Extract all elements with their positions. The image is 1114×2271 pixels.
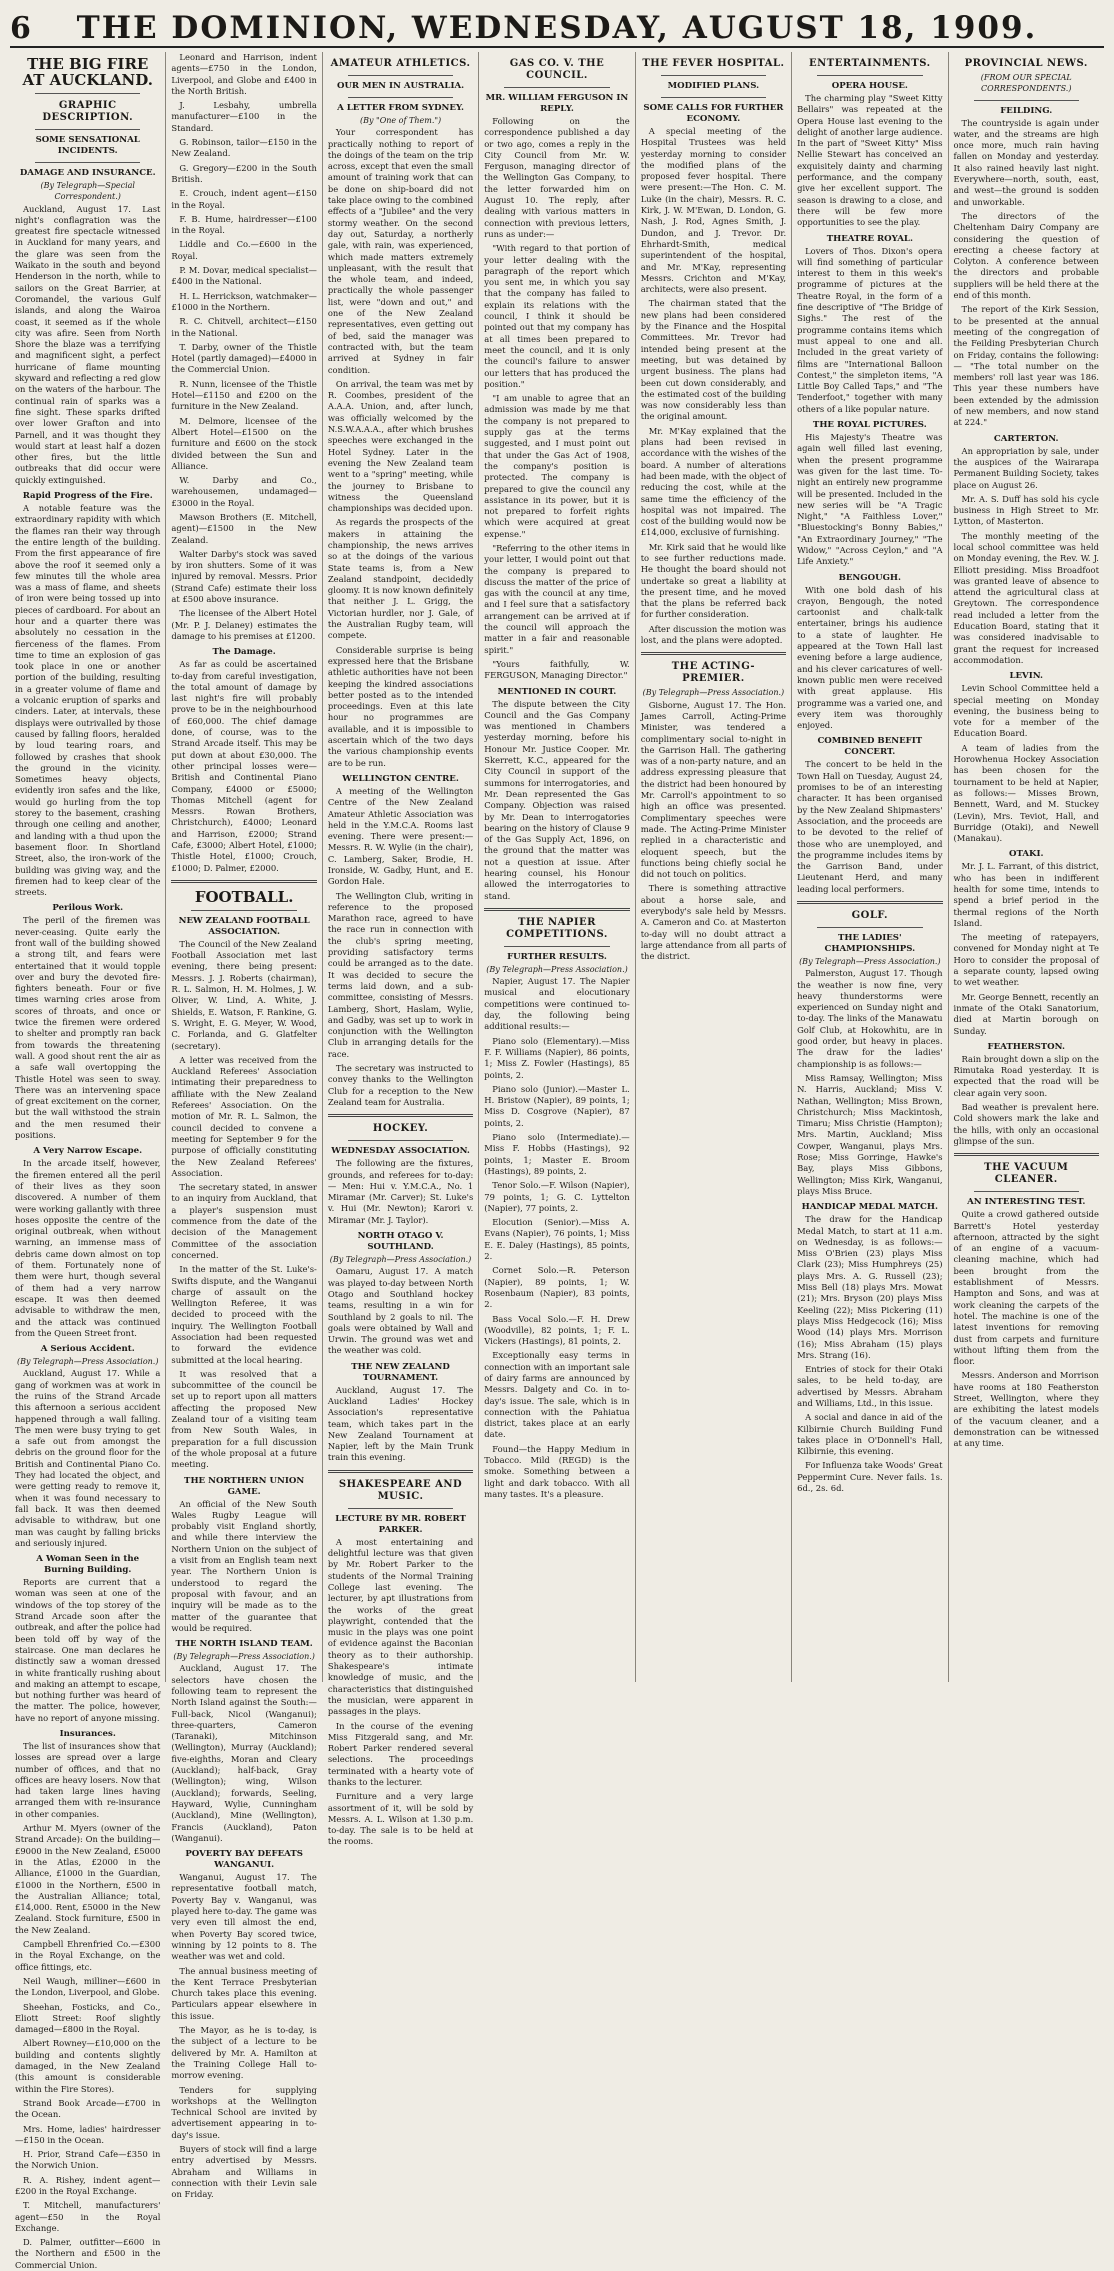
article-paragraph: Lovers of Thos. Dixon's opera will find something of particular interest to them in this week's programme of pictures at the Theatre Royal, in the form of a fine descriptive of "The Bridge of Sighs." The rest of the programme contains items which must appeal to one and all. Included in the great variety of films are "International Balloon Contest," the simpleton items, "A Little Boy Called Taps," and "The Tenderfoot," together with many others of a like popular nature. — [797, 245, 943, 414]
subheading: OTAKI. — [1008, 849, 1044, 860]
byline: (FROM OUR SPECIAL CORRESPONDENTS.) — [980, 73, 1072, 94]
subheading: WEDNESDAY ASSOCIATION. — [331, 1146, 470, 1157]
article-paragraph: A team of ladies from the Horowhenua Hockey Association has been chosen for the tournament to be held at Napier, as follows:— Misses Brown, Bennett, Ward, and M. Stuckey (Levin), Mrs. Teviot, Hall, and Burridge (Otaki), and Newell (Manakau). — [953, 742, 1099, 844]
article-paragraph: The Wellington Club, writing in reference to the proposed Marathon race, agreed to have the race run in connection with the club's spring meeting, providing satisfactory terms could be arranged as to the date. It was decided to secure the terms laid down, and a sub-committee, consisting of Messrs. Lamberg, Short, Haslam, Wylie, and Gadby, was set up to work in conjunction with the Wellington Club in arranging details for the race. — [327, 890, 474, 1059]
article-paragraph: The secretary was instructed to convey thanks to the Wellington Club for a reception to the New Zealand team for Australia. — [327, 1063, 474, 1107]
divider-rule — [661, 75, 766, 76]
article-paragraph: The report of the Kirk Session, to be presented at the annual meeting of the congregation of the Feilding Presbyterian Church on Friday, contains the following:— "The total number on the members' roll last year was 186. This year these numbers have been extended by the admission of new members, and now stand at 224." — [953, 304, 1099, 428]
article-paragraph: It was resolved that a subcommittee of the council be set up to report upon all matters affecting the proposed New Zealand tour of a visiting team from New South Wales, in preparation for a full discussion of the whole proposal at a future meeting. — [171, 1368, 317, 1470]
article-paragraph: In the course of the evening Miss Fitzgerald sang, and Mr. Robert Parker rendered several selections. The proceedings terminated with a hearty vote of thanks to the lecturer. — [327, 1720, 474, 1787]
byline: (By Telegraph—Press Association.) — [329, 1255, 472, 1265]
subheading: Perilous Work. — [52, 903, 124, 914]
article-paragraph: Arthur M. Myers (owner of the Strand Arcade): On the building—£9000 in the New Zealand, £5000 in the Atlas, £2000 in the Alliance, £1000 in the Guardian, £1000 in the Northern, £500 in the Australian Alliance; total, £14,000. Rent, £5000 in the New Zealand. Stock furniture, £500 in the New Zealand. — [15, 1823, 161, 1935]
section-heading: ENTERTAINMENTS. — [809, 58, 931, 69]
article-paragraph: H. L. Herrickson, watchmaker—£1000 in the Northern. — [171, 290, 317, 312]
divider-rule — [348, 1508, 453, 1509]
article-paragraph: A special meeting of the Hospital Trustees was held yesterday morning to consider the modified plans of the proposed fever hospital. There were present:—The Hon. C. M. Luke (in the chair), Messrs. R. C. Kirk, J. W. M'Ewan, D. London, G. Nash, J. Rod, Agnes Smith, J. Dundon, and J. Trevor. Dr. Ehrhardt-Smith, medical superintendent of the hospital, and Mr. M'Kay, representing Messrs. Crichton and M'Kay, architects, were also present. — [640, 126, 787, 295]
article-paragraph: Mr. A. S. Duff has sold his cycle business in High Street to Mr. Lytton, of Masterton. — [953, 493, 1099, 527]
article-paragraph: Tenders for supplying workshops at the Wellington Technical School are invited by advertisement appearing in to-day's issue. — [171, 2084, 317, 2140]
subheading: A Very Narrow Escape. — [33, 1146, 143, 1157]
article-paragraph: Sheehan, Fosticks, and Co., Eliott Street: Roof slightly damaged—£800 in the Royal. — [15, 2001, 161, 2035]
article-paragraph: G. Gregory—£200 in the South British. — [171, 162, 317, 184]
article-paragraph: The charming play "Sweet Kitty Bellairs" was repeated at the Opera House last evening to the delight of another large audience. In the part of "Sweet Kitty" Miss Nellie Stewart has conceived an exquisitely dainty and charming performance, and the company give her excellent support. The season is drawing to a close, and there will be few more opportunities to see the play. — [797, 93, 943, 228]
divider-rule — [504, 946, 609, 947]
article-paragraph: Piano solo (Elementary).—Miss F. F. Williams (Napier), 86 points, 1; Miss Z. Fowler (Hastings), 85 points, 2. — [484, 1035, 630, 1080]
article-paragraph: Auckland, August 17. Last night's conflagration was the greatest fire spectacle witnessed in Auckland for many years, and the glare was seen from the Waikato in the south and beyond Henderson in the north, while to sailors on the Great Barrier, at Coromandel, the various Gulf islands, and along the Wairoa coast, it seemed as if the whole city was afire. Seen from North Shore the blaze was a terrifying and magnificent sight, a perfect hurricane of flame mounting skyward and reflecting a red glow on the waters of the harbour. The continual rain of sparks was a fine sight. These sparks drifted over lower Grafton and into Parnell, and it was thought they would start at least half a dozen other fires, but the little outbreaks that did occur were quickly extinguished. — [15, 203, 161, 485]
subheading: The Damage. — [212, 647, 276, 658]
news-column-3 — [323, 52, 479, 1847]
divider-rule — [35, 162, 140, 163]
article-paragraph: Mr. George Bennett, recently an inmate of the Otaki Sanatorium, died at Martin borough on Sunday. — [953, 991, 1099, 1036]
newspaper-title: THE DOMINION, WEDNESDAY, AUGUST 18, 1909. — [76, 10, 1038, 46]
subheading: POVERTY BAY DEFEATS WANGANUI. — [185, 1849, 303, 1871]
subheading: AN INTERESTING TEST. — [967, 1197, 1086, 1208]
article-paragraph: The chairman stated that the new plans had been considered by the Finance and the Hospital Committees. Mr. Trevor had intended being present at the meeting, but was detained by urgent business. The plans had been cut down considerably, and the estimated cost of the building was now considerably less than the original amount. — [640, 298, 787, 422]
subheading: BENGOUGH. — [838, 572, 902, 583]
article-paragraph: For Influenza take Woods' Great Peppermint Cure. Never fails. 1s. 6d., 2s. 6d. — [797, 1460, 943, 1494]
article-paragraph: A letter was received from the Auckland Referees' Association intimating their preparedness to affiliate with the New Zealand Referees' Association. On the motion of Mr. R. L. Salmon, the council decided to convene a meeting for September 9 for the purpose of officially constituting the New Zealand Referees' Association. — [171, 1054, 317, 1178]
page-number: 6 — [10, 11, 31, 46]
article-paragraph: "Referring to the other items in your letter, I would point out that the company is prepared to discuss the matter of the price of gas with the council at any time, and I feel sure that a satisfactory arrangement can be arrived at if the council will approach the matter in a fair and reasonable spirit." — [484, 542, 630, 655]
article-paragraph: A notable feature was the extraordinary rapidity with which the flames ran their way through the entire length of the building. From the first appearance of fire above the roof it seemed only a few minutes till the whole area was a mass of flame, and sheets of iron were being tossed up into pieces of cardboard. For about an hour and a quarter there was absolutely no cessation in the fierceness of the flames. From time to time an explosion of gas took place in one or another portion of the building, resulting in a greater volume of flame and a volcanic eruption of sparks and cinders. Later, at intervals, these displays were outrivalled by those caused by falling floors, heralded by loud tearing roars, and followed by crashes that shook the ground in the vicinity. Sometimes heavy objects, evidently iron safes and the like, would go hurling from the top storey to the basement, crashing through one ceiling and another, and landing with a thud upon the basement floor. In Shortland Street, also, the iron-work of the building was giving way, and the firemen had to keep clear of the streets. — [15, 503, 161, 898]
article-paragraph: "With regard to that portion of your letter dealing with the paragraph of the report which you sent me, in which you say that the company has failed to explain its relations with the council, I think it should be pointed out that my company has at all times been prepared to meet the council, and it is only the council's failure to answer our letters that has produced the position." — [484, 243, 630, 389]
article-paragraph: Mawson Brothers (E. Mitchell, agent)—£1500 in the New Zealand. — [171, 511, 317, 545]
section-heading: GAS CO. V. THE COUNCIL. — [509, 58, 605, 81]
subheading: MENTIONED IN COURT. — [497, 686, 617, 697]
section-heading: AMATEUR ATHLETICS. — [330, 58, 471, 69]
subheading: THE NORTHERN UNION GAME. — [184, 1475, 305, 1497]
article-paragraph: His Majesty's Theatre was again well filled last evening, when the present programme was given for the last time. To-night an entirely new programme will be presented. Included in the new series will be "A Tragic Night," "A Faithless Lover," "Bluestocking's Bonny Babies," "An Extraordinary Journey," "The Widow," "Across Ceylon," and "A Life Anxiety." — [797, 432, 943, 567]
section-heading: THE ACTING-PREMIER. — [671, 661, 756, 685]
subheading: THE NORTH ISLAND TEAM. — [175, 1639, 313, 1650]
subheading: A Woman Seen in the Burning Building. — [36, 1554, 140, 1576]
divider-rule — [974, 100, 1079, 101]
article-paragraph: Exceptionally easy terms in connection with an important sale of dairy farms are announced by Messrs. Dalgety and Co. in to-day's issue. The sale, which is in connection with the Pahiatua district, takes place at an early date. — [484, 1350, 630, 1440]
subheading: LECTURE BY MR. ROBERT PARKER. — [335, 1513, 466, 1535]
article-paragraph: T. Darby, owner of the Thistle Hotel (partly damaged)—£4000 in the Commercial Union. — [171, 341, 317, 375]
article-paragraph: In the matter of the St. Luke's-Swifts dispute, and the Wanganui charge of assault on the Wellington Referee, it was decided to proceed with the inquiry. The Wellington Football Association had been requested to forward the evidence submitted at the local hearing. — [171, 1264, 317, 1365]
section-divider — [797, 901, 942, 904]
article-paragraph: G. Robinson, tailor—£150 in the New Zealand. — [171, 137, 317, 159]
subheading: LEVIN. — [1009, 671, 1044, 682]
article-paragraph: Reports are current that a woman was seen at one of the windows of the top storey of the Strand Arcade soon after the outbreak, and after the police had been told off by way of the staircase. One man declares he distinctly saw a woman dressed in white frantically rushing about and making an attempt to escape, but nothing further was heard of the matter. The police, however, have no report of anyone missing. — [15, 1577, 161, 1723]
article-paragraph: The Council of the New Zealand Football Association met last evening, there being present: Messrs. J. J. Roberts (chairman), R. L. Salmon, H. M. Holmes, J. W. Oliver, W. Lind, A. White, J. Shields, E. Watson, F. Rankine, G. S. Wright, E. G. Meyer, W. Wood, C. Forlanda, and G. Glatfelter (secretary). — [171, 938, 317, 1051]
article-paragraph: Elocution (Senior).—Miss A. Evans (Napier), 76 points, 1; Miss E. E. Daley (Hastings), 85 points, 2. — [484, 1217, 630, 1262]
article-paragraph: The licensee of the Albert Hotel (Mr. P. J. Delaney) estimates the damage to his premises at £1200. — [171, 608, 317, 641]
byline: (By Telegraph—Press Association.) — [173, 1652, 315, 1662]
subheading: FEATHERSTON. — [987, 1041, 1065, 1052]
divider-rule — [817, 927, 922, 928]
article-paragraph: Piano solo (Junior).—Master L. H. Bristow (Napier), 89 points, 1; Miss D. Cosgrove (Napier), 87 points, 2. — [484, 1083, 630, 1128]
article-paragraph: A most entertaining and delightful lecture was that given by Mr. Robert Parker to the students of the Normal Training College last evening. The lecturer, by apt illustrations from the works of the great playwright, contended that the music in the plays was one point of evidence against the Baconian theory as to their authorship. Shakespeare's intimate knowledge of music, and the characteristics that distinguished the musician, were apparent in passages in the plays. — [327, 1536, 474, 1717]
subheading: SOME SENSATIONAL INCIDENTS. — [35, 135, 140, 156]
article-paragraph: Your correspondent has practically nothing to report of the doings of the team on the trip across, except that even the small amount of training work that can be done on ship-board did not take place owing to the combined effects of a "Jubilee" and the very stormy weather. On the second day out, Saturday, a northerly gale, with rain, was experienced, which made matters extremely unpleasant, with the result that the whole team, and indeed, practically the whole passenger list, were "down and out," and one of the New Zealand representatives, even getting out of bed, said the manager was contracted with, but the team arrived at Sydney in fair condition. — [327, 127, 474, 375]
article-paragraph: The annual business meeting of the Kent Terrace Presbyterian Church takes place this evening. Particulars appear elsewhere in this issue. — [171, 1965, 317, 2021]
article-paragraph: An official of the New South Wales Rugby League will probably visit England shortly, and while there interview the Northern Union on the subject of a visit from an English team next year. The Northern Union is understood to regard the proposal with favour, and an inquiry will be made as to the matter of the guarantee that would be required. — [171, 1498, 317, 1633]
article-paragraph: The directors of the Cheltenham Dairy Company are considering the question of erecting a cheese factory at Colyton. A conference between the directors and probable suppliers will be held there at the end of this month. — [953, 210, 1099, 301]
article-paragraph: Campbell Ehrenfried Co.—£300 in the Royal Exchange, on the office fittings, etc. — [15, 1939, 161, 1972]
article-paragraph: The concert to be held in the Town Hall on Tuesday, August 24, promises to be of an interesting character. It has been organised by the New Zealand Shipmasters' Association, and the proceeds are to be devoted to the relief of those who are unemployed, and the programme includes items by the Garrison Band, under Lieutenant Herd, and many leading local performers. — [797, 759, 943, 894]
article-paragraph: Quite a crowd gathered outside Barrett's Hotel yesterday afternoon, attracted by the sight of an engine of a vacuum-cleaning machine, which had been brought from the establishment of Messrs. Hampton and Sons, and was at work cleaning the carpets of the hotel. The machine is one of the latest inventions for removing dust from carpets and furniture without lifting them from the floor. — [953, 1209, 1099, 1367]
article-paragraph: P. M. Dovar, medical specialist—£400 in the National. — [171, 265, 317, 287]
article-paragraph: Messrs. Anderson and Morrison have rooms at 180 Featherston Street, Wellington, where they are exhibiting the latest models of the vacuum cleaner, and a demonstration can be witnessed at any time. — [953, 1370, 1099, 1449]
headline: FOOTBALL. — [194, 887, 294, 906]
divider-rule — [661, 97, 766, 98]
byline: (By Telegraph—Press Association.) — [799, 957, 941, 966]
subheading: NORTH OTAGO V. SOUTHLAND. — [357, 1231, 444, 1253]
article-paragraph: With one bold dash of his crayon, Bengough, the noted cartoonist and chalk-talk entertainer, brings his audience to a state of laughter. He appeared at the Town Hall last evening before a large audience, and his clever caricatures of well-known public men were received with great applause. His programme was a varied one, and every item was thoroughly enjoyed. — [797, 584, 943, 731]
article-paragraph: J. Lesbahy, umbrella manufacturer—£100 in the Standard. — [171, 100, 317, 133]
article-paragraph: Wanganui, August 17. The representative football match, Poverty Bay v. Wanganui, was played here to-day. The game was very even till almost the end, when Poverty Bay scored twice, winning by 12 points to 8. The weather was wet and cold. — [171, 1872, 317, 1962]
divider-rule — [191, 910, 296, 911]
article-paragraph: On arrival, the team was met by R. Coombes, president of the A.A.A. Union, and, after lunch, was officially welcomed by the N.S.W.A.A.A., after which brushes speeches were exchanged in the Hotel Sydney. Later in the evening the New Zealand team went to a "spring" meeting, while the journey to Brisbane to witness the Queensland championships was decided upon. — [327, 378, 474, 514]
article-paragraph: "Yours faithfully, W. FERGUSON, Managing Director." — [484, 658, 630, 681]
byline: (By Telegraph—Special Correspondent.) — [40, 181, 135, 202]
divider-rule — [348, 97, 453, 98]
section-heading: PROVINCIAL NEWS. — [964, 58, 1088, 69]
article-paragraph: D. Palmer, outfitter—£600 in the Northern and £500 in the Commercial Union. — [15, 2237, 161, 2270]
article-paragraph: Considerable surprise is being expressed here that the Brisbane athletic authorities have not been keeping the kindred associations better posted as to the intended proceedings. Even at this late hour no programmes are available, and it is impossible to ascertain which of the two days the various championship events are to be run. — [327, 644, 474, 768]
article-paragraph: Neil Waugh, milliner—£600 in the London, Liverpool, and Globe. — [15, 1975, 161, 1998]
article-paragraph: H. Prior, Strand Cafe—£350 in the Norwich Union. — [15, 2149, 161, 2171]
article-paragraph: Bass Vocal Solo.—F. H. Drew (Woodville), 82 points, 1; F. L. Vickers (Hastings), 81 points, 2. — [484, 1313, 630, 1347]
subheading: FEILDING. — [1000, 105, 1053, 116]
article-paragraph: Mr. J. L. Farrant, of this district, who has been in indifferent health for some time, intends to spend a brief period in the thermal regions of the North Island. — [953, 861, 1099, 928]
divider-rule — [35, 93, 140, 94]
article-paragraph: Mr. Kirk said that he would like to see further reductions made. He thought the board should not undertake so great a liability at the present time, and he moved that the plans be referred back for further consideration. — [640, 541, 787, 620]
article-paragraph: The secretary stated, in answer to an inquiry from Auckland, that a player's suspension must commence from the date of the decision of the Management Committee of the association concerned. — [171, 1182, 317, 1260]
article-paragraph: The dispute between the City Council and the Gas Company was mentioned in Chambers yesterday morning, before his Honour Mr. Justice Cooper. Mr. Skerrett, K.C., appeared for the City Council in support of the summons for interrogatories, and Mr. Dean represented the Gas Company. Objection was raised by Mr. Dean to interrogatories bearing on the history of Clause 9 of the Gas Supply Act, 1896, on the ground that the matter was not a question at issue. After hearing counsel, his Honour allowed the interrogatories to stand. — [484, 698, 630, 901]
article-paragraph: Entries of stock for their Otaki sales, to be held to-day, are advertised by Messrs. Abraham and Williams, Ltd., in this issue. — [797, 1364, 943, 1408]
article-paragraph: W. Darby and Co., warehousemen, undamaged—£3000 in the Royal. — [171, 475, 317, 508]
section-divider — [641, 652, 786, 655]
masthead — [10, 6, 1104, 48]
article-paragraph: A social and dance in aid of the Kilbirnie Church Building Fund takes place in O'Donnell's Hall, Kilbirnie, this evening. — [797, 1412, 943, 1457]
article-paragraph: Liddle and Co.—£600 in the Royal. — [171, 239, 317, 261]
subheading: DAMAGE AND INSURANCE. — [19, 168, 156, 178]
subheading: OPERA HOUSE. — [831, 81, 908, 91]
column-container — [10, 48, 1104, 2270]
section-heading: SHAKESPEARE AND MUSIC. — [338, 1478, 463, 1502]
article-paragraph: After discussion the motion was lost, and the plans were adopted. — [640, 623, 787, 646]
article-paragraph: Furniture and a very large assortment of it, will be sold by Messrs. A. L. Wilson at 1.30 p.m. to-day. The sale is to be held at the rooms. — [327, 1791, 474, 1847]
subheading: A Serious Accident. — [40, 1344, 135, 1355]
article-paragraph: "I am unable to agree that an admission was made by me that the company is not prepared to supply gas at the terms suggested, and I must point out that under the Gas Act of 1908, the company's position is protected. The company is prepared to give the council any assistance in its power, but it is not prepared to forfeit rights which were acquired at great expense." — [484, 393, 630, 539]
article-paragraph: In the arcade itself, however, the firemen entered all the peril of their lives as they soon discovered. A number of them were working gallantly with three hoses opposite the centre of the original outbreak, when without warning, an immense mass of debris came down almost on top of them. Fortunately none of them were hurt, though several of them had a very narrow escape. It was then deemed advisable to withdraw the men, and the attack was continued from the Queen Street front. — [15, 1158, 161, 1338]
subheading: HANDICAP MEDAL MATCH. — [801, 1202, 938, 1213]
article-paragraph: R. Nunn, licensee of the Thistle Hotel—£1150 and £200 on the furniture in the New Zealand. — [171, 378, 317, 412]
article-paragraph: Rain brought down a slip on the Rimutaka Road yesterday. It is expected that the road will be clear again very soon. — [953, 1053, 1099, 1098]
section-heading: THE VACUUM CLEANER. — [984, 1162, 1069, 1186]
article-paragraph: Levin School Committee held a special meeting on Monday evening, the business being to vote for a member of the Education Board. — [953, 683, 1099, 739]
article-paragraph: Bad weather is prevalent here. Cold showers mark the lake and the hills, with only an occasional glimpse of the sun. — [953, 1102, 1099, 1146]
article-paragraph: Following on the correspondence published a day or two ago, comes a reply in the City Council from Mr. W. Ferguson, managing director of the Wellington Gas Company, to the letter forwarded him on August 10. The reply, after dealing with various matters in connection with previous letters, runs as under:— — [484, 116, 630, 239]
subheading: THE ROYAL PICTURES. — [812, 420, 927, 431]
article-paragraph: E. Crouch, indent agent—£150 in the Royal. — [171, 188, 317, 210]
article-paragraph: Mrs. Home, ladies' hairdresser—£150 in the Ocean. — [15, 2123, 161, 2145]
subheading: CARTERTON. — [993, 433, 1059, 444]
subheading: Rapid Progress of the Fire. — [22, 491, 153, 502]
divider-rule — [35, 129, 140, 130]
news-column-5 — [636, 52, 792, 1682]
article-paragraph: T. Mitchell, manufacturers' agent—£50 in the Royal Exchange. — [15, 2200, 161, 2233]
article-paragraph: The following are the fixtures, grounds, and referees for to-day:— Men: Hui v. Y.M.C.A., No. 1 Miramar (Mr. Carver); St. Luke's v. Hui (Mr. Newton); Karori v. Miramar (Mr. J. Taylor). — [327, 1158, 474, 1225]
article-paragraph: Found—the Happy Medium in Tobacco. Mild (REGD) is the smoke. Something between a light and dark tobacco. With all many tastes. It's a pleasure. — [484, 1443, 630, 1499]
byline: (By Telegraph—Press Association.) — [16, 1357, 159, 1367]
subheading: Insurances. — [59, 1729, 116, 1739]
section-divider — [328, 1470, 473, 1473]
news-column-7 — [949, 52, 1104, 1682]
article-paragraph: Napier, August 17. The Napier musical and elocutionary competitions were continued to-day, the following being additional results:— — [484, 976, 630, 1032]
article-paragraph: Auckland, August 17. The selectors have chosen the following team to represent the North Island against the South:—Full-back, Nicol (Wanganui); three-quarters, Cameron (Taranaki), Mitchinson (Wellington), Murray (Auckland); five-eighths, Moran and Cleary (Auckland); half-back, Gray (Wellington); wing, Wilson (Auckland); forwards, Seeling, Hayward, Wylie, Cunningham (Auckland), Mine (Wellington), Francis (Auckland), Paton (Wanganui). — [171, 1663, 317, 1843]
article-paragraph: A meeting of the Wellington Centre of the New Zealand Amateur Athletic Association was held in the Y.M.C.A. Rooms last evening. There were present:—Messrs. R. W. Wylie (in the chair), C. Lamberg, Saker, Brodie, H. Ironside, W. Gadby, Hunt, and E. Gordon Hale. — [327, 785, 474, 887]
article-paragraph: R. A. Rishey, indent agent—£200 in the Royal Exchange. — [15, 2174, 161, 2196]
byline: (By "One of Them.") — [359, 116, 442, 125]
news-column-4 — [479, 52, 635, 1682]
article-paragraph: Mr. M'Kay explained that the plans had been revised in accordance with the wishes of the board. A number of alterations had been made, with the object of reducing the cost, while at the same time the efficiency of the hospital was not impaired. The cost of the building would now be £14,000, exclusive of furnishing. — [640, 425, 787, 538]
subheading: FURTHER RESULTS. — [507, 951, 607, 962]
article-paragraph: Palmerston, August 17. Though the weather is now fine, very heavy thunderstorms were experienced on Sunday night and to-day. The links of the Manawatu Golf Club, at Hokowhitu, are in good order, but heavy in places. The draw for the ladies' championship is as follows:— — [797, 968, 943, 1069]
news-column-2 — [166, 52, 322, 2200]
article-paragraph: Gisborne, August 17. The Hon. James Carroll, Acting-Prime Minister, was tendered a complimentary social to-night in the Garrison Hall. The gathering was of a non-party nature, and an address expressing pleasure that the district had been honoured by Mr. Carroll's appointment to so high an office was presented. Complimentary speeches were made. The Acting-Prime Minister replied in a characteristic and eloquent speech, but the functions being chiefly social he did not touch on politics. — [640, 699, 787, 880]
article-paragraph: M. Delmore, licensee of the Albert Hotel—£1500 on the furniture and £600 on the stock divided between the Sun and Alliance. — [171, 415, 317, 471]
article-paragraph: Tenor Solo.—F. Wilson (Napier), 79 points, 1; G. C. Lyttelton (Napier), 77 points, 2. — [484, 1180, 630, 1213]
article-paragraph: The monthly meeting of the local school committee was held on Monday evening, the Rev. W. J. Elliott presiding. Miss Broadfoot was granted leave of absence to attend the agricultural class at Greytown. The correspondence read included a letter from the Education Board, stating that it was considered inadvisable to grant the request for increased accommodation. — [953, 530, 1099, 665]
article-paragraph: R. C. Chitvell, architect—£150 in the National. — [171, 316, 317, 338]
divider-rule — [348, 1140, 453, 1141]
subheading: THE NEW ZEALAND TOURNAMENT. — [351, 1361, 450, 1383]
subheading: THE LADIES' CHAMPIONSHIPS. — [824, 933, 916, 954]
byline: (By Telegraph—Press Association.) — [642, 688, 785, 698]
article-paragraph: The peril of the firemen was never-ceasing. Quite early the front wall of the building showed a strong tilt, and fears were entertained that it would topple over and bury the devoted fire-fighters beneath. Four or five times warning cries arose from scores of throats, and once or twice the firemen were ordered to shelter and promptly ran back from towards the threatening wall. A good shout rent the air as a safe wall overtopping the Thistle Hotel was seen to sway. There was an intervening space of great excitement on the corner, but the wall withstood the strain and the men resumed their positions. — [15, 915, 161, 1141]
headline: THE BIG FIRE AT AUCKLAND. — [22, 55, 153, 89]
section-heading: GRAPHIC DESCRIPTION. — [42, 100, 134, 123]
article-paragraph: Auckland, August 17. While a gang of workmen was at work in the ruins of the Strand Arcade this afternoon a serious accident happened through a wall falling. The men were busy trying to get a safe out from amongst the debris on the ground floor for the British and Continental Piano Co. They had located the object, and were getting ready to remove it, when it was found necessary to fall back. It was then deemed advisable to withdraw, but one man was caught by falling bricks and seriously injured. — [15, 1368, 161, 1548]
article-paragraph: Cornet Solo.—R. Peterson (Napier), 89 points, 1; W. Rosenbaum (Napier), 83 points, 2. — [484, 1265, 630, 1310]
article-paragraph: F. B. Hume, hairdresser—£100 in the Royal. — [171, 213, 317, 236]
section-divider — [328, 1114, 473, 1117]
article-paragraph: Strand Book Arcade—£700 in the Ocean. — [15, 2097, 161, 2120]
section-heading: THE NAPIER COMPETITIONS. — [506, 916, 608, 940]
subheading: MODIFIED PLANS. — [667, 81, 760, 91]
article-paragraph: As far as could be ascertained to-day from careful investigation, the total amount of damage by last night's fire will probably prove to be in the neighbourhood of £60,000. The chief damage done, of course, was to the Strand Arcade itself. This may be put down at about £30,000. The other principal losses were—British and Continental Piano Company, £4000 or £5000; Thomas Mitchell (agent for Messrs. Rowan Brothers, Christchurch), £4000; Leonard and Harrison, £2000; Strand Cafe, £3000; Albert Hotel, £1000; Thistle Hotel, £1000; Crouch, £1000; D. Palmer, £2000. — [171, 659, 317, 873]
article-paragraph: Walter Darby's stock was saved by iron shutters. Some of it was injured by removal. Messrs. Prior (Strand Cafe) estimate their loss at £500 above insurance. — [171, 548, 317, 605]
section-divider — [484, 908, 629, 911]
subheading: NEW ZEALAND FOOTBALL ASSOCIATION. — [178, 915, 310, 937]
divider-rule — [974, 1191, 1079, 1192]
news-column-1 — [10, 52, 166, 2270]
article-paragraph: The draw for the Handicap Medal Match, to start at 11 a.m. on Wednesday, is as follows:— Miss O'Brien (23) plays Miss Clark (23); Miss Humphreys (25) plays Mrs. A. G. Russell (23); Miss Bell (18) plays Mrs. Mowat (21); Mrs. Bryson (20) plays Miss Keeling (22); Miss Pickering (11) plays Miss Hedgecock (16); Miss Wood (14) plays Mrs. Morrison (16); Miss Abraham (15) plays Mrs. Strang (16). — [797, 1214, 943, 1360]
article-paragraph: Oamaru, August 17. A match was played to-day between North Otago and Southland hockey teams, resulting in a win for Southland by 2 goals to nil. The goals were obtained by Wall and Urwin. The ground was wet and the weather was cold. — [327, 1266, 474, 1356]
article-paragraph: Auckland, August 17. The Auckland Ladies' Hockey Association's representative team, which takes part in the New Zealand Tournament at Napier, left by the Main Trunk train this evening. — [327, 1384, 474, 1463]
subheading: WELLINGTON CENTRE. — [342, 773, 459, 784]
section-divider — [954, 1153, 1099, 1156]
article-paragraph: There is something attractive about a horse sale, and everybody's sale held by Messrs. A. Cameron and Co. at Masterton to-day will no doubt attract a large attendance from all parts of the district. — [640, 883, 787, 962]
section-heading: THE FEVER HOSPITAL. — [642, 58, 785, 69]
subheading: MR. WILLIAM FERGUSON IN REPLY. — [485, 93, 629, 114]
subheading: THEATRE ROYAL. — [826, 233, 913, 244]
article-paragraph: An appropriation by sale, under the auspices of the Wairarapa Permanent Building Society, takes place on August 26. — [953, 445, 1099, 490]
subheading: SOME CALLS FOR FURTHER ECONOMY. — [643, 103, 784, 124]
article-paragraph: Leonard and Harrison, indent agents—£750 in the London, Liverpool, and Globe and £400 in the North British. — [171, 52, 317, 96]
article-paragraph: As regards the prospects of the makers in attaining the championship, the news arrives so at the doings of the various State teams is, from a New Zealand standpoint, decidedly gloomy. It is now known definitely that neither J. L. Grigg, the Victorian hurdler, nor J. Gale, of the Australian Rugby team, will compete. — [327, 517, 474, 641]
article-paragraph: The Mayor, as he is to-day, is the subject of a lecture to be delivered by Mr. A. Hamilton at the Training College Hall to-morrow evening. — [171, 2025, 317, 2081]
divider-rule — [504, 87, 609, 88]
article-paragraph: The list of insurances show that losses are spread over a large number of offices, and that no offices are heavy losers. Now that had taken large lines having arranged them with re-insurance in other companies. — [15, 1741, 161, 1819]
subheading: OUR MEN IN AUSTRALIA. — [336, 81, 465, 91]
section-heading: HOCKEY. — [372, 1123, 429, 1135]
divider-rule — [817, 75, 922, 76]
news-column-6 — [792, 52, 948, 1682]
article-paragraph: The meeting of ratepayers, convened for Monday night at Te Horo to consider the proposal of a separate county, lapsed owing to wet weather. — [953, 932, 1099, 988]
subheading: A LETTER FROM SYDNEY. — [337, 103, 464, 113]
article-paragraph: Albert Rowney—£10,000 on the building and contents slightly damaged, in the New Zealand (this amount is considerable within the Fire Stores). — [15, 2038, 161, 2094]
subheading: COMBINED BENEFIT CONCERT. — [817, 736, 923, 758]
article-paragraph: The countryside is again under water, and the streams are high once more, much rain having fallen on Monday and yesterday. It also rained heavily last night. Everywhere—north, south, east, and west—the ground is sodden and unworkable. — [953, 117, 1099, 207]
divider-rule — [348, 75, 453, 76]
article-paragraph: Miss Ramsay, Wellington; Miss N. Harris, Auckland; Miss V. Nathan, Wellington; Miss Brown, Christchurch; Miss Mackintosh, Timaru; Miss Christie (Hampton); Mrs. Martin, Auckland; Miss Cowper, Wanganui, plays Mrs. Rose; Miss Gorringe, Hawke's Bay, plays Miss Gibbons, Wellington; Miss Kirk, Wanganui, plays Miss Bruce. — [797, 1072, 943, 1196]
article-paragraph: Buyers of stock will find a large entry advertised by Messrs. Abraham and Williams in connection with their Levin sale on Friday. — [171, 2143, 317, 2200]
section-heading: GOLF. — [851, 910, 888, 921]
article-paragraph: Piano solo (Intermediate).—Miss F. Hobbs (Hastings), 92 points, 1; Master E. Broom (Hastings), 89 points, 2. — [484, 1132, 630, 1176]
byline: (By Telegraph—Press Association.) — [486, 964, 628, 974]
section-divider — [171, 880, 316, 883]
